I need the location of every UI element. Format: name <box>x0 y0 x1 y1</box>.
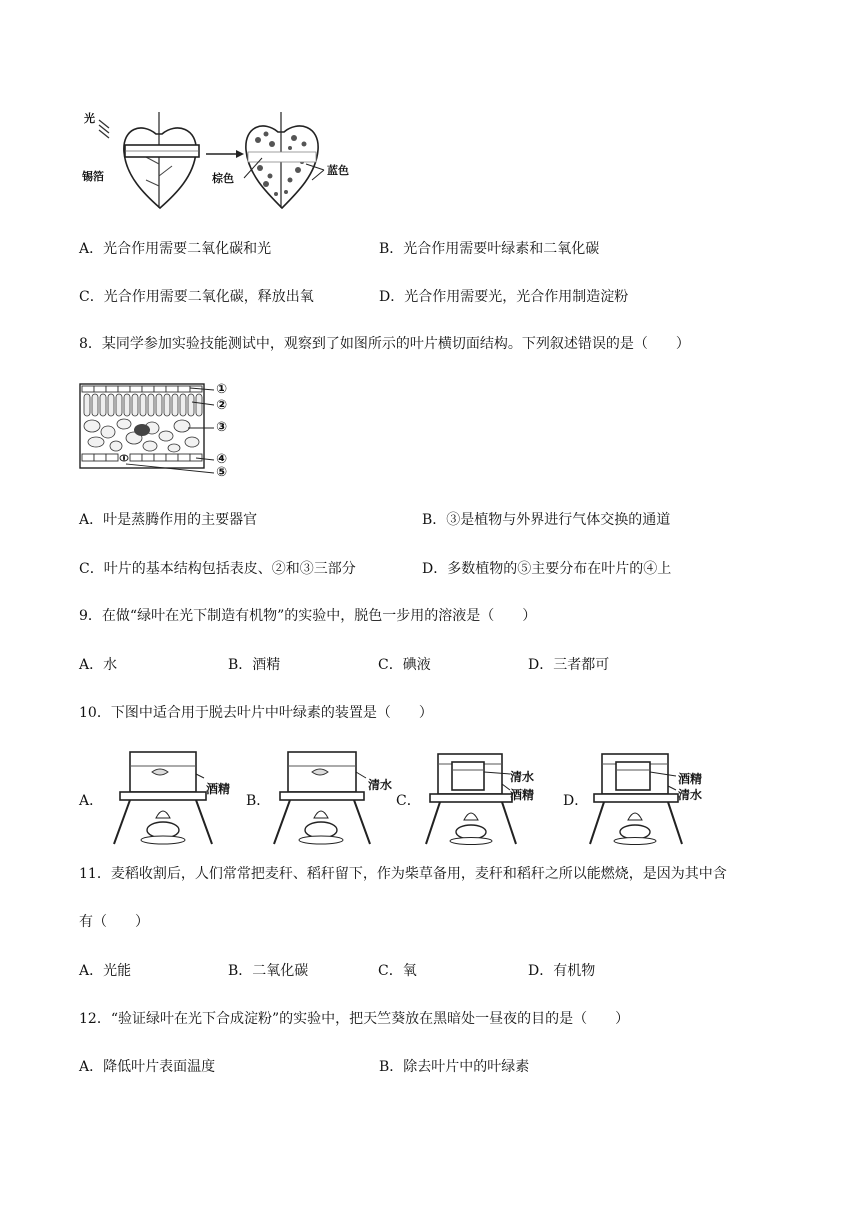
q11-option-a: A．光能 <box>79 963 132 979</box>
q8-option-b: B．③是植物与外界进行气体交换的通道 <box>422 512 671 528</box>
q11-option-d: D．有机物 <box>528 963 596 979</box>
q9-option-a: A．水 <box>79 657 118 673</box>
light-label: 光 <box>84 112 95 125</box>
marker-1: ① <box>216 382 228 397</box>
apparatus-c-drawing <box>418 748 568 846</box>
q8-option-d: D．多数植物的⑤主要分布在叶片的④上 <box>422 561 672 577</box>
marker-2: ② <box>216 398 228 413</box>
apparatus-d-label-top: 酒精 <box>678 772 703 786</box>
q10-apparatus-c <box>418 748 568 846</box>
q11-option-b: B．二氧化碳 <box>228 963 309 979</box>
marker-3: ③ <box>216 420 228 435</box>
q10-stem: 10．下图中适合用于脱去叶片中叶绿素的装置是（ ） <box>79 705 433 721</box>
q11-stem-line2: 有（ ） <box>79 914 149 930</box>
leaf-cross-section-drawing <box>78 380 258 476</box>
q9-option-b: B．酒精 <box>228 657 281 673</box>
q10-apparatus-a <box>100 748 250 846</box>
q10-apparatus-d <box>588 748 738 846</box>
apparatus-a-drawing <box>100 748 250 846</box>
q9-option-c: C．碘液 <box>378 657 431 673</box>
q10-option-b-letter: B． <box>246 793 271 809</box>
q7-option-d: D．光合作用需要光，光合作用制造淀粉 <box>379 289 629 305</box>
apparatus-d-label-bottom: 清水 <box>678 788 703 802</box>
foil-label: 锡箔 <box>82 170 104 183</box>
q9-option-d: D．三者都可 <box>528 657 610 673</box>
q12-stem: 12．“验证绿叶在光下合成淀粉”的实验中，把天竺葵放在黑暗处一昼夜的目的是（ ） <box>79 1011 630 1027</box>
apparatus-b-drawing <box>262 748 412 846</box>
leaf-cross-section-figure <box>78 380 258 480</box>
leaf-experiment-drawing <box>78 104 368 216</box>
q8-option-a: A．叶是蒸腾作用的主要器官 <box>79 512 258 528</box>
q10-option-a-letter: A． <box>79 793 104 809</box>
apparatus-c-label-top: 清水 <box>510 770 535 784</box>
q10-option-d-letter: D． <box>563 793 589 809</box>
q7-option-b: B．光合作用需要叶绿素和二氧化碳 <box>379 241 600 257</box>
marker-5: ⑤ <box>216 465 228 480</box>
q7-option-c: C．光合作用需要二氧化碳，释放出氧 <box>79 289 314 305</box>
brown-label: 棕色 <box>212 172 234 185</box>
q11-stem-line1: 11．麦稻收割后，人们常常把麦秆、稻秆留下，作为柴草备用，麦秆和稻秆之所以能燃烧，是因为其中含 <box>79 866 727 882</box>
apparatus-c-label-bottom: 酒精 <box>510 788 535 802</box>
q10-apparatus-b <box>262 748 412 846</box>
apparatus-b-label: 清水 <box>368 778 393 792</box>
q8-stem: 8．某同学参加实验技能测试中，观察到了如图所示的叶片横切面结构。下列叙述错误的是（ ） <box>79 336 690 352</box>
blue-label: 蓝色 <box>327 164 349 177</box>
q9-stem: 9．在做“绿叶在光下制造有机物”的实验中，脱色一步用的溶液是（ ） <box>79 608 537 624</box>
marker-4: ④ <box>216 452 228 467</box>
q8-option-c: C．叶片的基本结构包括表皮、②和③三部分 <box>79 561 356 577</box>
q10-option-c-letter: C． <box>396 793 421 809</box>
q12-option-a: A．降低叶片表面温度 <box>79 1059 216 1075</box>
q12-option-b: B．除去叶片中的叶绿素 <box>379 1059 530 1075</box>
q7-option-a: A．光合作用需要二氧化碳和光 <box>79 241 272 257</box>
apparatus-d-drawing <box>588 748 738 846</box>
q11-option-c: C．氧 <box>378 963 417 979</box>
apparatus-a-label: 酒精 <box>206 782 231 796</box>
leaf-experiment-figure <box>78 104 368 216</box>
